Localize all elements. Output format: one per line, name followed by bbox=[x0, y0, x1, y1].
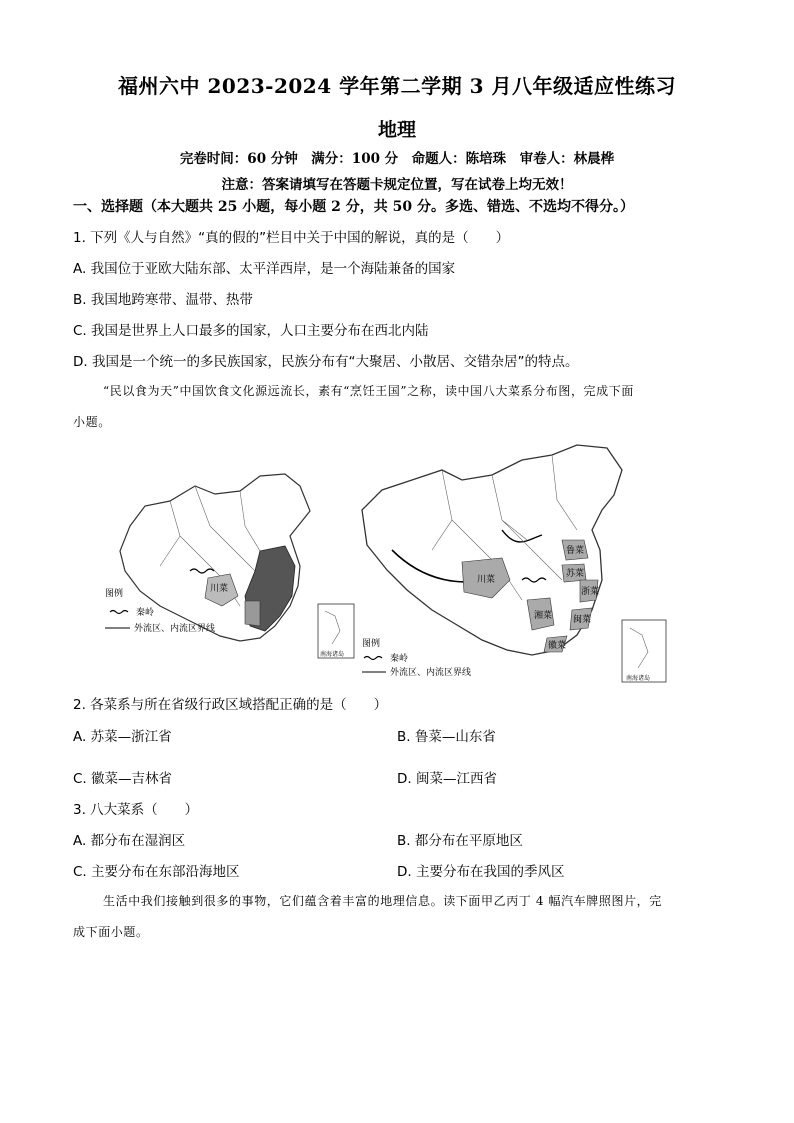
legend-title-left: 图例 bbox=[105, 589, 124, 599]
exam-notice: 注意：答案请填写在答题卡规定位置，写在试卷上均无效！ bbox=[221, 177, 573, 193]
cuisine-map-right bbox=[352, 440, 692, 690]
label-min-right: 闽菜 bbox=[573, 615, 592, 625]
south-sea-inset-left bbox=[318, 604, 354, 658]
intro1-line1: “民以食为天”中国饮食文化源远流长，素有“烹饪王国”之称，读中国八大菜系分布图，完成下面 bbox=[103, 384, 634, 398]
label-chuan-right: 川菜 bbox=[477, 575, 496, 585]
legend-boundary-left: 外流区、内流区界线 bbox=[134, 624, 216, 634]
legend-title-right: 图例 bbox=[362, 639, 381, 649]
q1-option-b: B. 我国地跨寒带、温带、热带 bbox=[73, 292, 253, 308]
q2-option-c: C. 徽菜—吉林省 bbox=[73, 771, 173, 787]
q2-option-d: D. 闽菜—江西省 bbox=[397, 771, 497, 787]
label-hui-right: 徽菜 bbox=[548, 641, 567, 651]
q2-stem: 2. 各菜系与所在省级行政区域搭配正确的是（ ） bbox=[73, 697, 388, 713]
q2-option-a: A. 苏菜—浙江省 bbox=[73, 729, 172, 745]
legend-qinling-right: 秦岭 bbox=[390, 654, 409, 664]
q1-option-d: D. 我国是一个统一的多民族国家，民族分布有“大聚居、小散居、交错杂居”的特点。 bbox=[73, 354, 579, 370]
label-xiang-right: 湘菜 bbox=[534, 611, 553, 621]
intro1-line2: 小题。 bbox=[73, 415, 111, 429]
cuisine-map-left bbox=[100, 466, 360, 666]
label-zhe-right: 浙菜 bbox=[581, 587, 600, 597]
section-heading: 一、选择题（本大题共 25 小题，每小题 2 分，共 50 分。多选、错选、不选均不得分。） bbox=[73, 199, 634, 215]
q3-option-d: D. 主要分布在我国的季风区 bbox=[397, 864, 565, 880]
exam-info: 完卷时间：60 分钟 满分：100 分 命题人：陈培珠 审卷人：林晨桦 bbox=[179, 151, 615, 167]
q3-option-c: C. 主要分布在东部沿海地区 bbox=[73, 864, 240, 880]
exam-subject: 地理 bbox=[377, 119, 416, 141]
q3-option-a: A. 都分布在湿润区 bbox=[73, 833, 186, 849]
q2-option-b: B. 鲁菜—山东省 bbox=[397, 729, 496, 745]
q3-stem: 3. 八大菜系（ ） bbox=[73, 802, 199, 818]
legend-qinling-left: 秦岭 bbox=[136, 608, 155, 618]
q1-option-c: C. 我国是世界上人口最多的国家，人口主要分布在西北内陆 bbox=[73, 323, 429, 339]
inset-label-right: 南海诸岛 bbox=[626, 675, 651, 682]
q3-option-b: B. 都分布在平原地区 bbox=[397, 833, 523, 849]
label-lu-right: 鲁菜 bbox=[566, 546, 585, 556]
intro2-line1: 生活中我们接触到很多的事物，它们蕴含着丰富的地理信息。读下面甲乙丙丁 4 幅汽车牌照图片，完 bbox=[103, 894, 662, 908]
label-su-right: 苏菜 bbox=[566, 569, 585, 579]
q1-stem: 1. 下列《人与自然》“真的假的”栏目中关于中国的解说，真的是（ ） bbox=[73, 230, 510, 246]
exam-title: 福州六中 2023-2024 学年第二学期 3 月八年级适应性练习 bbox=[118, 74, 676, 98]
intro2-line2: 成下面小题。 bbox=[73, 925, 149, 939]
label-chuan-left: 川菜 bbox=[210, 584, 229, 594]
inset-label-left: 南海诸岛 bbox=[320, 651, 345, 658]
south-sea-inset-right bbox=[622, 620, 666, 682]
q1-option-a: A. 我国位于亚欧大陆东部、太平洋西岸，是一个海陆兼备的国家 bbox=[73, 261, 456, 277]
legend-boundary-right: 外流区、内流区界线 bbox=[390, 668, 472, 678]
